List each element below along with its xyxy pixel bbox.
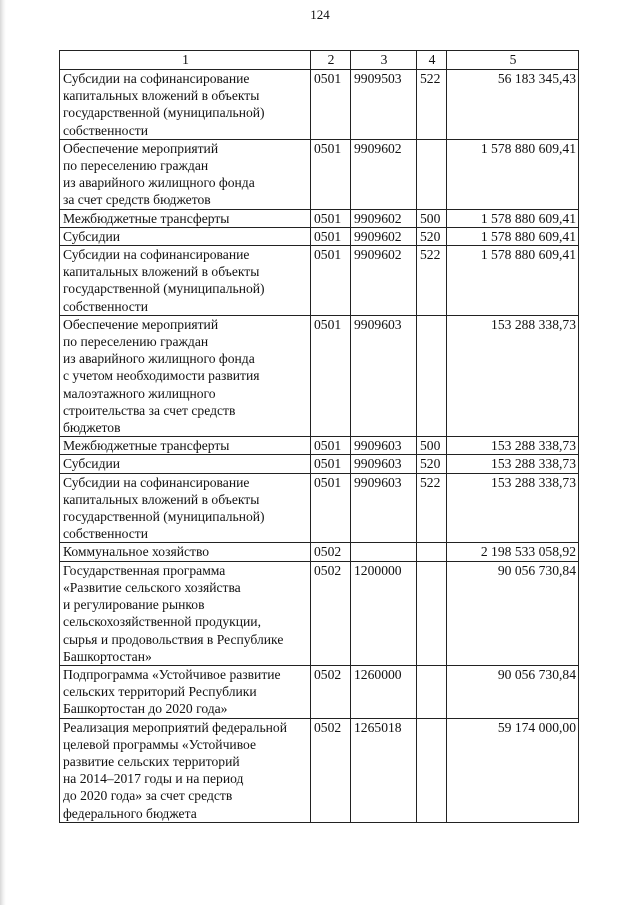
row-section-cell: 0501 (311, 209, 351, 227)
row-target-cell: 1260000 (351, 665, 417, 718)
table-row (60, 455, 579, 473)
row-amount-cell: 1 578 880 609,41 (447, 246, 579, 316)
row-expense-cell (417, 315, 447, 436)
row-name-cell: Субсидии на софинансирование капитальных вложений в объекты государственной (муниципальной) собственности (60, 473, 311, 543)
row-expense-cell (417, 139, 447, 209)
row-target-cell: 9909603 (351, 437, 417, 455)
row-target-cell: 9909603 (351, 315, 417, 436)
row-target-cell: 1200000 (351, 561, 417, 665)
row-amount-cell: 153 288 338,73 (447, 437, 579, 455)
row-section-cell: 0501 (311, 70, 351, 140)
row-amount-cell: 1 578 880 609,41 (447, 139, 579, 209)
row-section-cell: 0501 (311, 437, 351, 455)
row-name-cell: Подпрограмма «Устойчивое развитие сельских территорий Республики Башкортостан до 2020 года» (60, 665, 311, 718)
row-expense-cell (417, 543, 447, 561)
row-section-cell: 0501 (311, 246, 351, 316)
table-row (60, 561, 579, 665)
row-expense-cell: 522 (417, 473, 447, 543)
row-expense-cell (417, 665, 447, 718)
row-name-cell: Реализация мероприятий федеральной целевой программы «Устойчивое развитие сельских территорий на 2014–2017 годы и на период до 2020 года» за счет средств федерального бюджета (60, 718, 311, 822)
row-amount-cell: 90 056 730,84 (447, 561, 579, 665)
row-section-cell: 0501 (311, 139, 351, 209)
row-expense-cell: 520 (417, 455, 447, 473)
row-target-cell: 9909602 (351, 227, 417, 245)
row-section-cell: 0501 (311, 315, 351, 436)
table-row (60, 718, 579, 822)
row-target-cell: 9909603 (351, 455, 417, 473)
table-row (60, 543, 579, 561)
table-row (60, 246, 579, 316)
row-name-cell: Государственная программа «Развитие сельского хозяйства и регулирование рынков сельскохозяйственной продукции, сырья и продовольствия в Республике Башкортостан» (60, 561, 311, 665)
row-expense-cell: 500 (417, 437, 447, 455)
row-amount-cell: 153 288 338,73 (447, 455, 579, 473)
row-amount-cell: 1 578 880 609,41 (447, 209, 579, 227)
row-expense-cell (417, 561, 447, 665)
row-name-cell: Межбюджетные трансферты (60, 437, 311, 455)
row-name-cell: Субсидии на софинансирование капитальных вложений в объекты государственной (муниципальной) собственности (60, 246, 311, 316)
table-row (60, 437, 579, 455)
row-amount-cell: 153 288 338,73 (447, 473, 579, 543)
scan-edge (0, 0, 6, 905)
row-name-cell: Межбюджетные трансферты (60, 209, 311, 227)
row-expense-cell (417, 718, 447, 822)
row-name-cell: Обеспечение мероприятий по переселению граждан из аварийного жилищного фонда с учетом необходимости развития малоэтажного жилищного строительства за счет средств бюджетов (60, 315, 311, 436)
row-expense-cell: 522 (417, 246, 447, 316)
table-row (60, 473, 579, 543)
budget-table (59, 50, 579, 823)
row-name-cell: Обеспечение мероприятий по переселению граждан из аварийного жилищного фонда за счет средств бюджетов (60, 139, 311, 209)
table-row (60, 209, 579, 227)
row-name-cell: Субсидии на софинансирование капитальных вложений в объекты государственной (муниципальной) собственности (60, 70, 311, 140)
row-name-cell: Субсидии (60, 227, 311, 245)
row-amount-cell: 2 198 533 058,92 (447, 543, 579, 561)
row-amount-cell: 1 578 880 609,41 (447, 227, 579, 245)
row-expense-cell: 500 (417, 209, 447, 227)
row-section-cell: 0502 (311, 665, 351, 718)
table-row (60, 227, 579, 245)
row-section-cell: 0502 (311, 718, 351, 822)
table-row (60, 315, 579, 436)
page-number: 124 (310, 7, 330, 22)
table-row (60, 665, 579, 718)
col-header-target: 3 (351, 51, 417, 70)
row-target-cell: 9909602 (351, 139, 417, 209)
row-expense-cell: 520 (417, 227, 447, 245)
col-header-expense: 4 (417, 51, 447, 70)
row-section-cell: 0502 (311, 561, 351, 665)
row-target-cell: 9909602 (351, 209, 417, 227)
row-target-cell: 9909602 (351, 246, 417, 316)
row-target-cell (351, 543, 417, 561)
col-header-name: 1 (60, 51, 311, 70)
row-section-cell: 0502 (311, 543, 351, 561)
table-row (60, 70, 579, 140)
row-expense-cell: 522 (417, 70, 447, 140)
row-section-cell: 0501 (311, 473, 351, 543)
row-target-cell: 9909603 (351, 473, 417, 543)
header-row (60, 51, 579, 70)
table-row (60, 139, 579, 209)
row-amount-cell: 59 174 000,00 (447, 718, 579, 822)
row-amount-cell: 90 056 730,84 (447, 665, 579, 718)
row-amount-cell: 153 288 338,73 (447, 315, 579, 436)
col-header-amount: 5 (447, 51, 579, 70)
row-target-cell: 9909503 (351, 70, 417, 140)
row-name-cell: Коммунальное хозяйство (60, 543, 311, 561)
col-header-section: 2 (311, 51, 351, 70)
row-section-cell: 0501 (311, 227, 351, 245)
row-name-cell: Субсидии (60, 455, 311, 473)
row-amount-cell: 56 183 345,43 (447, 70, 579, 140)
row-section-cell: 0501 (311, 455, 351, 473)
row-target-cell: 1265018 (351, 718, 417, 822)
